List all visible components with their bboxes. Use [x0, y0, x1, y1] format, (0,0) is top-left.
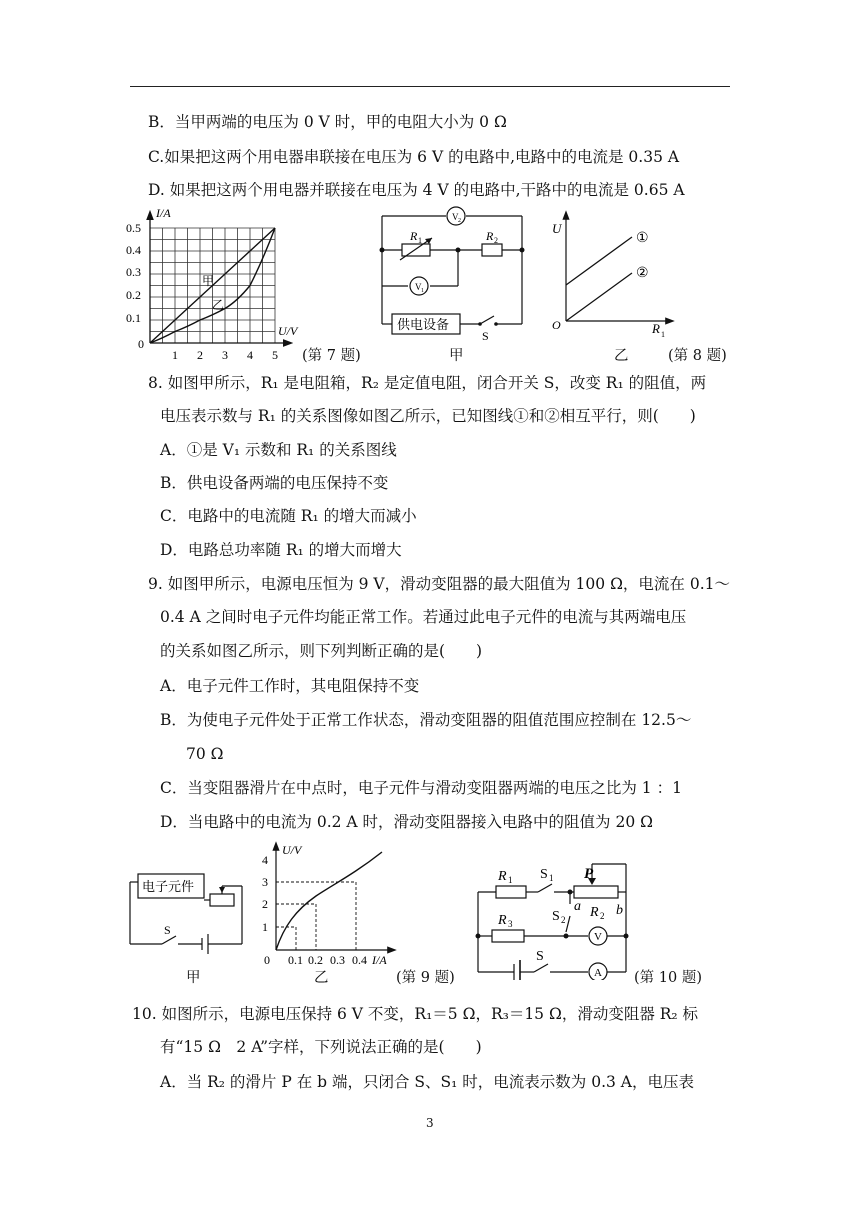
fig9-circuit [124, 870, 256, 954]
fig9-switch-label: S [164, 923, 171, 937]
fig8-circuit [372, 200, 532, 345]
q10-stem-line2: 有“15 Ω 2 A”字样，下列说法正确的是( ) [160, 1038, 482, 1056]
fig8-axis-u: U [552, 221, 562, 236]
fig10-r1-sub: 1 [508, 875, 513, 885]
fig10-p-label: P [584, 866, 594, 882]
fig8-line-1 [566, 237, 632, 285]
fig9-element-label: 电子元件 [142, 879, 195, 894]
fig7-ylabel: I/A [156, 206, 171, 220]
q9-stem-line2: 0.4 A 之间时电子元件均能正常工作。若通过此电子元件的电流与其两端电压 [160, 608, 687, 626]
fig9-ytick: 3 [262, 875, 268, 889]
fig8-axis-r-sub: 1 [661, 330, 665, 339]
fig10-caption: (第 10 题) [634, 970, 702, 986]
fig7-xtick: 1 [172, 348, 178, 362]
fig7-ytick: 0.2 [126, 288, 141, 302]
fig7-ytick: 0 [138, 337, 144, 351]
fig10-ammeter-label: A [594, 967, 602, 979]
fig8-r1-sub: 1 [418, 236, 422, 245]
fig7-xlabel: U/V [278, 324, 298, 338]
fig7-curve-yi-label: 乙 [212, 298, 225, 312]
fig8-label-jia: 甲 [449, 348, 464, 364]
fig9-ytick: 2 [262, 897, 268, 911]
fig9-ytick: 1 [262, 920, 268, 934]
fig10-circuit [470, 858, 634, 980]
fig9-xtick: 0.4 [352, 953, 367, 966]
fig9-ytick: 0 [264, 953, 270, 966]
fig9-xlabel: I/A [372, 953, 387, 966]
q9-option-b-line1: B．为使电子元件处于正常工作状态，滑动变阻器的阻值范围应控制在 12.5～ [160, 711, 692, 729]
fig10-s1-label: S [540, 867, 548, 882]
page-number: 3 [426, 1116, 434, 1130]
fig8-v2-label: V [452, 212, 459, 222]
fig10-s1-sub: 1 [549, 873, 554, 883]
fig7-ytick: 0.5 [126, 221, 141, 235]
q7-option-c: C.如果把这两个用电器串联接在电压为 6 V 的电路中,电路中的电流是 0.35 A [148, 148, 680, 166]
fig10-r2-label: R [590, 905, 599, 920]
fig7-xtick: 3 [222, 348, 228, 362]
fig9-xtick: 0.2 [308, 953, 323, 966]
q10-option-a: A．当 R₂ 的滑片 P 在 b 端，只闭合 S、S₁ 时，电流表示数为 0.3 A，电压表 [160, 1073, 694, 1091]
q9-option-a: A．电子元件工作时，其电阻保持不变 [160, 677, 420, 695]
q10-stem-line1: 10. 如图所示，电源电压保持 6 V 不变，R₁＝5 Ω，R₃＝15 Ω，滑动变阻器 R₂ 标 [132, 1005, 699, 1023]
q8-option-c: C．电路中的电流随 R₁ 的增大而减小 [160, 507, 417, 525]
fig9-xtick: 0.3 [330, 953, 345, 966]
fig9-curve [276, 852, 382, 950]
fig8-r2-sub: 2 [494, 236, 498, 245]
q9-option-d: D．当电路中的电流为 0.2 A 时，滑动变阻器接入电路中的阻值为 20 Ω [160, 813, 653, 831]
fig9-caption: (第 9 题) [396, 970, 455, 986]
fig10-s2-label: S [552, 909, 560, 924]
q8-option-a: A．①是 V₁ 示数和 R₁ 的关系图线 [160, 441, 397, 459]
fig10-r1-label: R [498, 869, 507, 884]
fig9-ytick: 4 [262, 853, 268, 867]
fig8-v1-sub: 1 [421, 288, 424, 294]
fig10-r3-sub: 3 [508, 919, 513, 929]
fig7-xtick: 2 [197, 348, 203, 362]
fig9-label-yi: 乙 [314, 970, 329, 986]
fig8-line1-label: ① [636, 231, 649, 246]
fig8-caption: (第 8 题) [668, 348, 727, 364]
fig8-axis-r: R [652, 321, 660, 336]
fig9-label-jia: 甲 [186, 970, 201, 986]
fig10-a-label: a [574, 899, 581, 914]
q9-stem-line3: 的关系如图乙所示，则下列判断正确的是( ) [160, 642, 483, 660]
fig8-r1-label: R [410, 229, 418, 243]
fig8-v2-sub: 2 [458, 218, 461, 224]
q7-option-d: D. 如果把这两个用电器并联接在电压为 4 V 的电路中,干路中的电流是 0.65 A [148, 181, 685, 199]
header-rule [130, 86, 730, 87]
fig8-v1-label: V [415, 282, 422, 292]
fig10-r2-sub: 2 [600, 911, 605, 921]
fig8-switch-label: S [482, 329, 489, 343]
fig8-supply-label: 供电设备 [397, 317, 450, 332]
q7-option-b: B．当甲两端的电压为 0 V 时，甲的电阻大小为 0 Ω [148, 113, 507, 131]
fig10-b-label: b [616, 903, 623, 918]
q8-option-d: D．电路总功率随 R₁ 的增大而增大 [160, 541, 402, 559]
fig7-graph [118, 205, 318, 365]
fig7-curve-jia-label: 甲 [202, 274, 215, 288]
fig9-xtick: 0.1 [288, 953, 303, 966]
fig7-ytick: 0.3 [126, 265, 141, 279]
fig8-line2-label: ② [636, 266, 649, 281]
fig10-r3-label: R [498, 913, 507, 928]
q9-option-b-line2: 70 Ω [186, 745, 224, 763]
fig7-ytick: 0.1 [126, 311, 141, 325]
q9-stem-line1: 9. 如图甲所示，电源电压恒为 9 V，滑动变阻器的最大阻值为 100 Ω，电流在 0.1～ [148, 575, 730, 593]
fig7-xtick: 5 [272, 348, 278, 362]
q8-stem-line1: 8. 如图甲所示，R₁ 是电阻箱，R₂ 是定值电阻，闭合开关 S，改变 R₁ 的阻值，两 [148, 374, 707, 392]
fig7-caption: (第 7 题) [302, 348, 361, 364]
q8-option-b: B．供电设备两端的电压保持不变 [160, 474, 389, 492]
fig8-r2-label: R [486, 229, 494, 243]
fig7-xtick: 4 [247, 348, 253, 362]
fig10-voltmeter-label: V [594, 931, 602, 943]
q9-option-c: C．当变阻器滑片在中点时，电子元件与滑动变阻器两端的电压之比为 1 ：1 [160, 779, 682, 797]
fig9-ylabel: U/V [282, 843, 302, 857]
fig8-graph [540, 205, 680, 340]
fig10-s2-sub: 2 [561, 915, 566, 925]
fig8-label-yi: 乙 [614, 348, 629, 364]
fig8-line-2 [566, 273, 632, 321]
fig8-origin: O [552, 318, 561, 332]
fig7-ytick: 0.4 [126, 243, 141, 257]
fig9-graph [258, 840, 408, 966]
fig10-s-label: S [536, 949, 544, 964]
q8-stem-line2: 电压表示数与 R₁ 的关系图像如图乙所示，已知图线①和②相互平行，则( ) [160, 407, 696, 425]
